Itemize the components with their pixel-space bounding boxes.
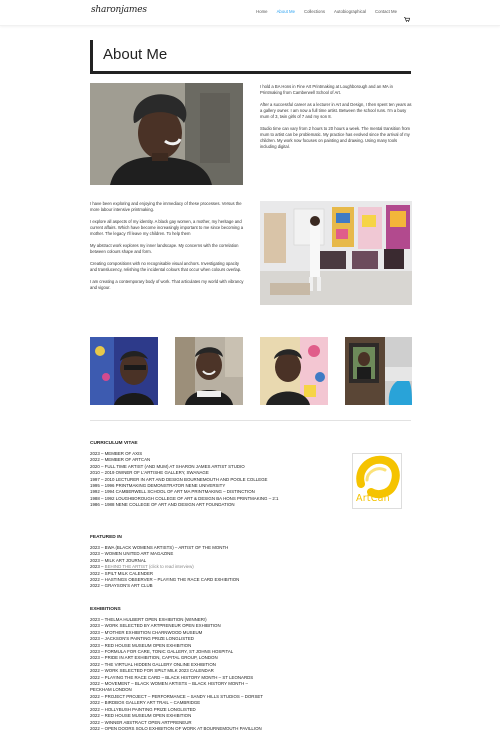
main-nav	[256, 9, 410, 14]
intro-paragraph: I hold a BA Hons in Fine Art Printmaking at Loughborough and an MA in Printmaking from Camberwell School of Art.	[260, 84, 393, 95]
thumbnail-photo	[90, 337, 158, 405]
list-item: PECKHAM LONDON	[90, 687, 132, 693]
list-item: 2022 – MEMBER OF ARTCAN	[90, 457, 151, 463]
list-item: 2022 – PLAYING THE RACE CARD – BLACK HISTORY MONTH – ST LEONARDS	[90, 674, 254, 680]
list-item: 1992 – 1994 CAMBERWELL SCHOOL OF ART MA PRINTMAKING – DISTINCTION	[90, 489, 255, 495]
list-item: 2010 – 2019 OWNER OF L'ARTISHE GALLERY, SWANAGE	[90, 470, 209, 476]
practice-paragraph: My abstract work explores my inner landscape. My concerns with the correlation between colours shape and form.	[90, 243, 239, 254]
artcan-logo-text: ArtCan	[356, 493, 390, 504]
list-item: 2023 – M'OTHER EXHIBITION CHARNWOOD MUSEUM	[90, 629, 203, 635]
list-item: 2020 – FULL TIME ARTIST (AND MUM) AT SHARON JAMES ARTIST STUDIO	[90, 463, 245, 469]
list-item: 1988 – 1992 LOUGHBOROUGH COLLEGE OF ART & DESIGN BA HONS PRINTMAKING – 2:1	[90, 495, 279, 501]
list-item: 2022 – THE VIRTUAL HIDDEN GALLERY ONLINE EXHIBITION	[90, 661, 216, 667]
list-item: 2023 – MEMBER OF AXIS	[90, 451, 143, 456]
nav-home[interactable]: Home	[256, 9, 268, 14]
intro-paragraph: Studio time can vary from 2 hours to 20 hours a week. The mental transition from mum to artist can be problematic. My practice has evolved since the arrival of my children. My work now focuses on painting and drawing. Using many tools including digital.	[260, 126, 411, 149]
behind-the-artist-link[interactable]: BEHIND THE ARTIST	[104, 564, 148, 570]
featured-heading: FEATURED IN	[90, 535, 122, 540]
list-item: 2023 – RED HOUSE MUSEUM OPEN EXHIBITION	[90, 642, 192, 648]
link-note: (click to read interview)	[148, 564, 194, 570]
list-item: 2023 – PRIDE IN ART EXHIBITION, CAPITAL GROUP, LONDON	[90, 655, 218, 661]
list-item: 1986 – 1988 NENE COLLEGE OF ART AND DESIGN ART FOUNDATION	[90, 502, 235, 508]
exhibitions-heading: EXHIBITIONS	[90, 607, 121, 612]
link-prefix: 2023 –	[90, 564, 105, 570]
intro-paragraph: After a successful career as a lecturer in Art and Design, I then spent ten years as a gallery owner. I am now a full time artist. Between the school runs. I'm a busy mum of 3, twin girls of 7 and my son 8.	[260, 102, 412, 119]
list-item: 1997 – 2010 LECTURER IN ART AND DESIGN BOURNEMOUTH AND POOLE COLLEGE	[90, 476, 268, 482]
list-item: 2022 – BIRDBOX GALLERY ART TRAIL – CAMBRIDGE	[90, 700, 201, 706]
featured-section	[90, 535, 330, 590]
site-logo[interactable]: sharonjames	[91, 5, 147, 15]
list-item: 2022 – OPEN DOORS SOLO EXHIBITION OF WORK AT BOURNEMOUTH PAVILLION	[90, 725, 262, 731]
thumbnail-photo	[260, 337, 328, 405]
practice-paragraph: I explore all aspects of my identity. A black gay women, a mother, my heritage and current affairs. Which have become increasingly important to me since becoming a mother. The legacy I'll leave my children. To help them	[90, 219, 244, 236]
list-item: 2022 – GRAYSON'S ART CLUB	[90, 583, 153, 589]
list-item: 2023 – WOMEN UNITED ART MAGAZINE	[90, 551, 174, 557]
cv-section	[90, 441, 330, 509]
list-item: 2022 – WORK SELECTED FOR SPILT MILK 2023 CALENDAR	[90, 668, 214, 674]
list-item: 2023 – THELMA HULBERT OPEN EXHIBITION (WINNER!)	[90, 617, 207, 622]
practice-paragraph: Creating compositions with no recognisable visual anchors. Investigating opacity and translucency, relishing the incidental colours that occur when colours overlap.	[90, 261, 242, 272]
intro-text	[260, 84, 412, 156]
nav-autobiographical[interactable]: Autobiographical	[334, 9, 367, 14]
gallery-photo	[260, 201, 412, 305]
list-item: 2022 – PROJECT PROJECT – PERFORMANCE – SANDY HILLS STUDIOS – DORSET	[90, 693, 263, 699]
list-item: 2023 – BWA (BLACK WOMENS ARTISTS) – ARTIST OF THE MONTH	[90, 545, 229, 550]
list-item: 2023 – WORK SELECTED BY ARTPRENEUR OPEN EXHIBITION	[90, 623, 221, 629]
nav-contact-me[interactable]: Contact Me	[375, 9, 397, 14]
list-item: 2022 – HASTINGS OBSERVER – PLAYING THE RACE CARD EXHIBITION	[90, 577, 240, 583]
practice-text	[90, 201, 245, 297]
page-title-box	[90, 40, 411, 74]
practice-paragraph: I have been exploring and enjoying the immediacy of these processes. Versus the more labour intensive printmaking.	[90, 201, 242, 212]
list-item: 2022 – RED HOUSE MUSEUM OPEN EXHIBITION	[90, 713, 192, 719]
list-item: 2022 – HOLLYBUSH PAINTING PRIZE LONGLISTED	[90, 706, 196, 712]
nav-about-me[interactable]: About Me	[276, 9, 295, 14]
list-item: 2023 – MILK ART JOURNAL	[90, 557, 147, 563]
exhibitions-section	[90, 607, 330, 732]
portrait-photo	[90, 83, 243, 185]
nav-collections[interactable]: Collections	[303, 9, 325, 14]
artcan-logo[interactable]	[352, 453, 402, 509]
list-item: 2023 – FORMULA FOR CARE, TONIC GALLERY, ST JOHNS HOSPITAL	[90, 649, 234, 655]
page-title: About Me	[103, 46, 168, 63]
thumbnail-photo	[345, 337, 412, 405]
list-item: 2023 – JACKSON'S PAINTING PRIZE LONGLISTED	[90, 636, 194, 642]
list-item: 2022 – MOVEMENT – BLACK WOMEN ARTISTS – BLACK HISTORY MONTH –	[90, 681, 248, 687]
list-item: 1995 – 1996 PRINTMAKING DEMONSTRATOR NENE UNIVERSITY	[90, 483, 226, 489]
cart-icon[interactable]	[404, 9, 410, 14]
list-item: 2022 – WINNER ABSTRACT OPEN ARTPRENEUR	[90, 719, 192, 725]
practice-paragraph: I am creating a contemporary body of work. That articulates my world with vibrancy and vigour.	[90, 279, 244, 290]
list-item: 2022 – SPILT MILK CALENDER	[90, 570, 154, 576]
section-divider	[90, 420, 411, 421]
thumbnail-photo	[175, 337, 243, 405]
cv-heading: CURRICULUM VITAE	[90, 441, 138, 446]
site-header	[0, 0, 500, 26]
